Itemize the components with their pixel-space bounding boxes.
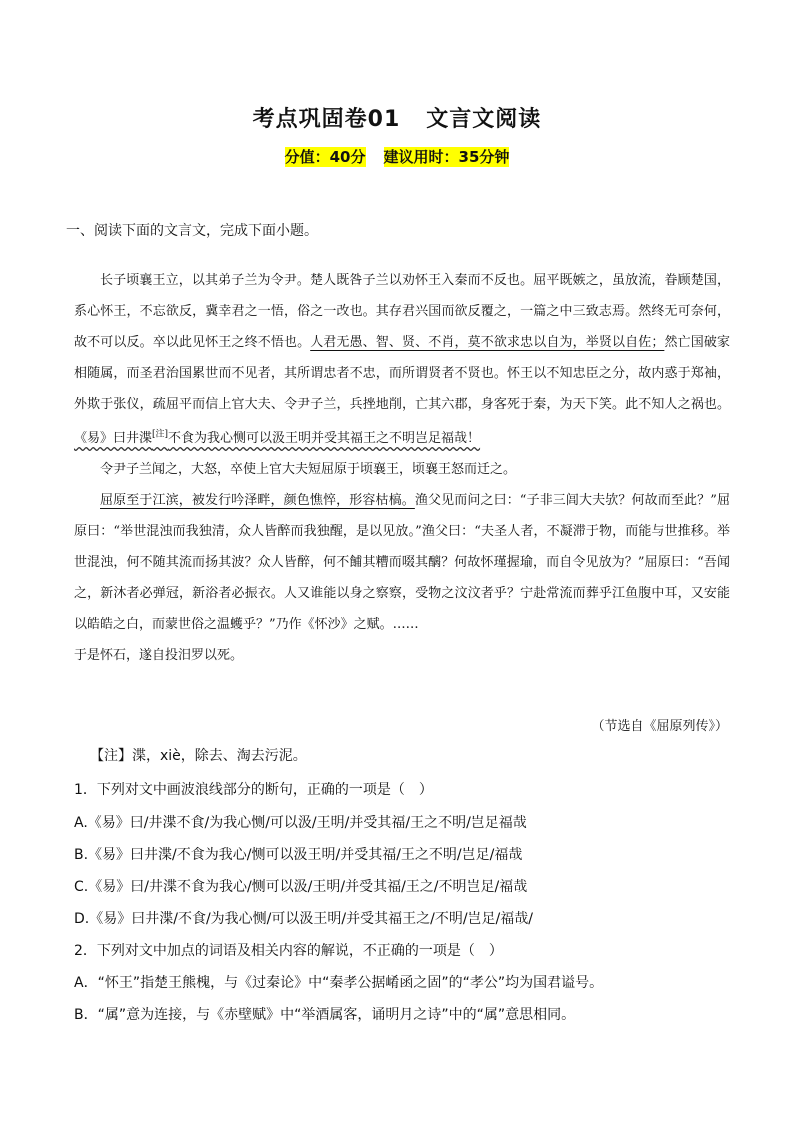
passage-paragraph-1: 长子顷襄王立，以其弟子兰为令尹。楚人既咎子兰以劝怀王入秦而不反也。屈平既嫉之，虽放流，眷顾楚国，系心怀王，不忘欲反，冀幸君之一悟，俗之一改也。其存君兴国而欲反覆之，一篇之中三致志焉。然终无可奈何，故不可以反。卒以此见怀王之终不悟也。人君无愚、智、贤、不肖，莫不欲求忠以自为，举贤以自佐；然亡国破家相随属，而圣君治国累世而不见者，其所谓忠者不忠，而所谓贤者不贤也。怀王以不知忠臣之分，故内惑于郑袖，外欺于张仪，疏屈平而信上官大夫、令尹子兰，兵挫地削，亡其六郡，身客死于秦，为天下笑。此不知人之祸也。《易》曰井渫[注]不食为我心恻可以汲王明并受其福王之不明岂足福哉！ xyxy=(74,273,730,447)
footnote-marker: [注] xyxy=(152,430,169,440)
question-1: 1．下列对文中画波浪线部分的断句，正确的一项是（ ） xyxy=(74,782,433,798)
question-2: 2．下列对文中加点的词语及相关内容的解说，不正确的一项是（ ） xyxy=(74,943,503,959)
question-1-option-c: C.《易》曰/井渫不食为我心/恻可以汲/王明/并受其福/王之/不明岂足/福哉 xyxy=(74,879,528,895)
passage-paragraph-3: 屈原至于江滨，被发行吟泽畔，颜色憔悴，形容枯槁。渔父见而问之曰：“子非三闾大夫欤？何故而至此？”屈原曰：“举世混浊而我独清，众人皆醉而我独醒，是以见放。”渔父曰：“夫圣人者，不凝滞于物，而能与世推移。举世混浊，何不随其流而扬其波？众人皆醉，何不餔其糟而啜其醨？何故怀瑾握瑜，而自令见放为？”屈原曰：“吾闻之，新沐者必弹冠，新浴者必振衣。人又谁能以身之察察，受物之汶汶者乎？宁赴常流而葬乎江鱼腹中耳，又安能以皓皓之白，而蒙世俗之温蠖乎？”乃作《怀沙》之赋。…… xyxy=(74,493,730,633)
score-time-banner xyxy=(0,146,794,167)
score-value: 40 xyxy=(329,148,351,166)
annotation-note: 【注】渫，xiè，除去、淘去污泥。 xyxy=(90,748,307,764)
time-label: 建议用时： xyxy=(383,148,459,166)
passage-paragraph-4: 于是怀石，遂自投汨罗以死。 xyxy=(74,648,244,664)
question-1-option-b: B.《易》曰井渫/不食为我心/恻可以汲王明/并受其福/王之不明/岂足/福哉 xyxy=(74,847,523,863)
time-value: 35 xyxy=(458,148,480,166)
source-citation: （节选自《屈原列传》） xyxy=(591,719,728,734)
underlined-sentence: 人君无愚、智、贤、不肖，莫不欲求忠以自为，举贤以自佐； xyxy=(310,335,665,350)
question-1-option-a: A.《易》曰/井渫不食/为我心恻/可以汲/王明/并受其福/王之不明/岂足福哉 xyxy=(74,815,527,831)
question-2-option-b: B．“属”意为连接，与《赤壁赋》中“举酒属客，诵明月之诗”中的“属”意思相同。 xyxy=(74,1007,576,1023)
page-title xyxy=(0,102,794,133)
question-2-option-a: A．“怀王”指楚王熊槐，与《过秦论》中“秦孝公据崤函之固”的“孝公”均为国君谥号。 xyxy=(74,975,604,991)
passage-paragraph-2: 令尹子兰闻之，大怒，卒使上官大夫短屈原于顷襄王，顷襄王怒而迁之。 xyxy=(100,462,517,478)
classical-passage xyxy=(74,265,730,671)
score-label: 分值： xyxy=(284,148,330,166)
time-unit: 分钟 xyxy=(479,148,510,166)
underlined-sentence-2: 屈原至于江滨，被发行吟泽畔，颜色憔悴，形容枯槁。 xyxy=(100,493,415,509)
score-unit: 分 xyxy=(350,148,366,166)
question-1-option-d: D.《易》曰井渫/不食/为我心恻/可以汲王明/并受其福王之/不明/岂足/福哉/ xyxy=(74,911,533,927)
wavy-underlined-text: 《易》曰井渫[注]不食为我心恻可以汲王明并受其福王之不明岂足福哉！ xyxy=(74,430,481,447)
title-topic: 文言文阅读 xyxy=(426,107,542,132)
section-heading: 一、阅读下面的文言文，完成下面小题。 xyxy=(66,223,318,239)
title-main: 考点巩固卷01 xyxy=(252,107,401,132)
